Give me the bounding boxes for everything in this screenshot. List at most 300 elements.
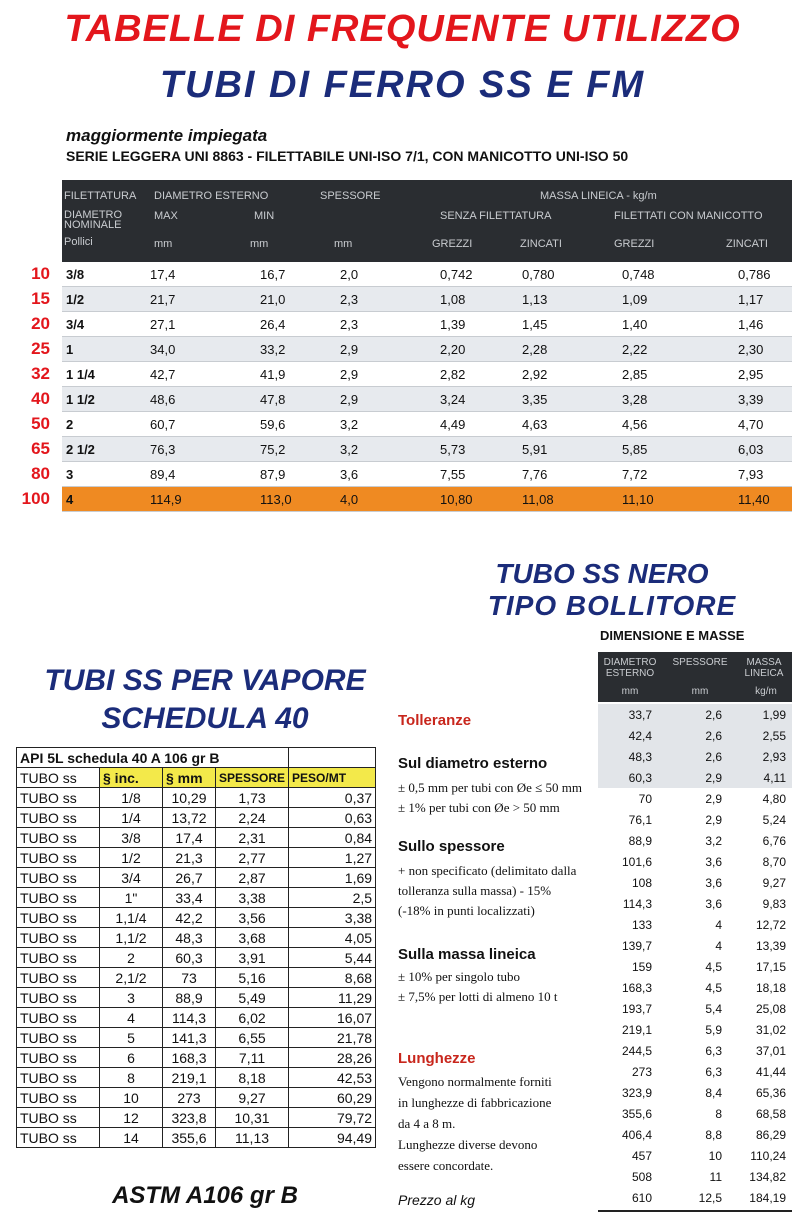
vapore-caption-blank xyxy=(289,748,376,768)
nero-row xyxy=(598,725,792,746)
nero-row xyxy=(598,1103,792,1124)
vapore-cell: 42,2 xyxy=(163,908,216,928)
vapore-cell: 1/2 xyxy=(100,848,163,868)
nero-subtitle: TIPO BOLLITORE xyxy=(487,590,737,621)
vapore-cell: 5,49 xyxy=(216,988,289,1008)
nero-row xyxy=(598,1187,792,1208)
vapore-cell: 2 xyxy=(100,948,163,968)
top-table-cell-sp: 3,6 xyxy=(340,467,359,482)
nero-cell: 2,9 xyxy=(705,813,722,827)
header-unit-mm: mm xyxy=(250,238,269,250)
top-table-cell-max: 89,4 xyxy=(150,467,176,482)
top-table-cell-fz: 7,93 xyxy=(738,467,764,482)
page-title: TABELLE DI FREQUENTE UTILIZZO xyxy=(64,8,741,50)
nominal-diameter: 80 xyxy=(31,464,50,483)
nero-cell: 134,82 xyxy=(749,1170,786,1184)
top-table-cell-max: 21,7 xyxy=(150,292,176,307)
nero-cell: 1,99 xyxy=(762,708,786,722)
header-unit-mm: mm xyxy=(334,238,353,250)
top-table-cell-max: 34,0 xyxy=(150,342,176,357)
vapore-cell: 3,38 xyxy=(216,888,289,908)
nero-cell: 101,6 xyxy=(621,855,652,869)
vapore-row xyxy=(17,988,376,1008)
nero-cell: 4,80 xyxy=(762,792,786,806)
vapore-cell: TUBO ss xyxy=(17,808,100,828)
nominal-diameter: 40 xyxy=(31,389,50,408)
vapore-cell: 21,3 xyxy=(163,848,216,868)
top-table-row xyxy=(31,462,792,487)
top-table-cell-sp: 2,3 xyxy=(340,292,359,307)
header-grezzi: GREZZI xyxy=(432,238,473,250)
top-table-cell-min: 47,8 xyxy=(260,392,286,407)
top-table-cell-min: 87,9 xyxy=(260,467,286,482)
vapore-cell: 2,77 xyxy=(216,848,289,868)
top-table-cell-sz: 5,91 xyxy=(522,442,548,457)
nero-cell: 6,76 xyxy=(762,834,786,848)
vapore-cell: 11,29 xyxy=(289,988,376,1008)
nero-row xyxy=(598,935,792,956)
nero-row xyxy=(598,872,792,893)
top-table-cell-sp: 2,9 xyxy=(340,367,359,382)
vapore-cell: 1/4 xyxy=(100,808,163,828)
top-table-cell-min: 16,7 xyxy=(260,267,286,282)
nero-row xyxy=(598,956,792,977)
vapore-cell: 219,1 xyxy=(163,1068,216,1088)
vapore-row xyxy=(17,1108,376,1128)
tolleranze-text: tolleranza sulla massa) - 15% xyxy=(398,883,552,898)
vapore-row xyxy=(17,1048,376,1068)
nero-cell: 108 xyxy=(631,876,652,890)
top-table-cell-sz: 1,13 xyxy=(522,292,548,307)
top-table-cell-sg: 3,24 xyxy=(440,392,466,407)
nero-cell: 31,02 xyxy=(755,1023,786,1037)
nero-cell: 8,8 xyxy=(705,1128,722,1142)
header-max: MAX xyxy=(154,210,178,222)
vapore-row xyxy=(17,948,376,968)
top-table-cell-sz: 2,92 xyxy=(522,367,548,382)
nero-cell: 37,01 xyxy=(755,1044,786,1058)
vapore-cell: 42,53 xyxy=(289,1068,376,1088)
top-table-row xyxy=(31,412,792,437)
top-table-row xyxy=(31,287,792,312)
vapore-cell: 1,27 xyxy=(289,848,376,868)
nero-cell: 184,19 xyxy=(749,1191,786,1205)
vapore-cell: 88,9 xyxy=(163,988,216,1008)
tolleranze-title: Tolleranze xyxy=(398,712,472,729)
top-table-cell-max: 60,7 xyxy=(150,417,176,432)
vapore-cell: 94,49 xyxy=(289,1128,376,1148)
nero-cell: 11 xyxy=(709,1170,722,1184)
nominal-diameter: 20 xyxy=(31,314,50,333)
vapore-cell: TUBO ss xyxy=(17,948,100,968)
nero-cell: 5,4 xyxy=(705,1002,722,1016)
top-table-cell-fz: 11,40 xyxy=(738,492,770,507)
nero-cell: 2,9 xyxy=(705,771,722,785)
vapore-title: TUBI SS PER VAPORE xyxy=(44,664,366,697)
nero-cell: 3,6 xyxy=(705,855,722,869)
nero-cell: 3,6 xyxy=(705,876,722,890)
page-subtitle: TUBI DI FERRO SS E FM xyxy=(159,64,646,106)
nero-cell: 2,6 xyxy=(705,729,722,743)
vapore-cell: 10,31 xyxy=(216,1108,289,1128)
header-diametro-esterno: DIAMETRO ESTERNO xyxy=(154,190,269,202)
top-table-cell-sp: 2,9 xyxy=(340,342,359,357)
top-table-cell-max: 48,6 xyxy=(150,392,176,407)
vapore-cell: 0,37 xyxy=(289,788,376,808)
top-table-cell-sp: 2,9 xyxy=(340,392,359,407)
nero-cell: 2,6 xyxy=(705,750,722,764)
vapore-cell: TUBO ss xyxy=(17,828,100,848)
nero-cell: 60,3 xyxy=(628,771,652,785)
vapore-cell: 3,38 xyxy=(289,908,376,928)
nero-cell: 610 xyxy=(631,1191,652,1205)
top-table-cell-fz: 4,70 xyxy=(738,417,764,432)
nero-header-diametro: DIAMETRO ESTERNO xyxy=(603,657,657,679)
top-table-cell-pol: 1/2 xyxy=(66,292,85,307)
nero-cell: 48,3 xyxy=(628,750,652,764)
vapore-cell: 3/4 xyxy=(100,868,163,888)
top-table-cell-pol: 1 1/2 xyxy=(66,392,95,407)
top-table-cell-sp: 2,3 xyxy=(340,317,359,332)
nero-cell: 65,36 xyxy=(755,1086,786,1100)
vapore-cell: TUBO ss xyxy=(17,848,100,868)
vapore-cell: 168,3 xyxy=(163,1048,216,1068)
top-table-cell-fg: 2,22 xyxy=(622,342,648,357)
top-table-cell-fz: 3,39 xyxy=(738,392,764,407)
nero-cell: 5,9 xyxy=(705,1023,722,1037)
top-table-cell-sg: 0,742 xyxy=(440,267,473,282)
nero-row xyxy=(598,893,792,914)
nero-cell: 114,3 xyxy=(622,897,652,911)
vapore-cell: 8,18 xyxy=(216,1068,289,1088)
top-table-cell-sg: 1,08 xyxy=(440,292,466,307)
header-min: MIN xyxy=(254,210,275,222)
top-table-cell-pol: 1 xyxy=(66,342,74,357)
header-spessore: SPESSORE xyxy=(320,190,381,202)
top-table-cell-sg: 7,55 xyxy=(440,467,466,482)
vapore-row xyxy=(17,908,376,928)
header-filettatura: FILETTATURA xyxy=(64,190,137,202)
top-table-row xyxy=(31,262,792,287)
vapore-cell: 21,78 xyxy=(289,1028,376,1048)
vapore-cell: 355,6 xyxy=(163,1128,216,1148)
prezzo-label: Prezzo al kg xyxy=(398,1192,476,1208)
nero-row xyxy=(598,914,792,935)
top-table-cell-max: 76,3 xyxy=(150,442,176,457)
vapore-cell: 17,4 xyxy=(163,828,216,848)
nero-row xyxy=(598,1040,792,1061)
vapore-cell: 323,8 xyxy=(163,1108,216,1128)
vapore-cell: 1,69 xyxy=(289,868,376,888)
lunghezze-text: essere concordate. xyxy=(398,1158,494,1173)
vapore-cell: 73 xyxy=(163,968,216,988)
nero-row xyxy=(598,767,792,788)
top-table-cell-max: 17,4 xyxy=(150,267,176,282)
vapore-cell: 3 xyxy=(100,988,163,1008)
header-diametro-nominale: DIAMETRO NOMINALE xyxy=(64,209,123,231)
vapore-cell: 79,72 xyxy=(289,1108,376,1128)
vapore-cell: 5,16 xyxy=(216,968,289,988)
vapore-cell: 1" xyxy=(100,888,163,908)
table-series: SERIE LEGGERA UNI 8863 - FILETTABILE UNI-ISO 7/1, CON MANICOTTO UNI-ISO 50 xyxy=(66,148,629,164)
top-table-cell-pol: 4 xyxy=(66,492,74,507)
vapore-cell: 3,91 xyxy=(216,948,289,968)
vapore-cell: 5,44 xyxy=(289,948,376,968)
vapore-cell: 3/8 xyxy=(100,828,163,848)
top-table-cell-sz: 11,08 xyxy=(522,492,554,507)
vapore-cell: 10 xyxy=(100,1088,163,1108)
nero-cell: 110,24 xyxy=(750,1149,786,1163)
nero-cell: 4,5 xyxy=(705,981,722,995)
vapore-cell: 1,73 xyxy=(216,788,289,808)
nero-cell: 2,6 xyxy=(705,708,722,722)
vapore-cell: 2,5 xyxy=(289,888,376,908)
header-unit-mm: mm xyxy=(154,238,173,250)
nero-row xyxy=(598,1019,792,1040)
nero-cell: 6,3 xyxy=(705,1065,722,1079)
nero-cell: 168,3 xyxy=(621,981,652,995)
vapore-header-row xyxy=(17,768,376,788)
header-zincati: ZINCATI xyxy=(520,238,562,250)
top-table-cell-max: 114,9 xyxy=(150,492,182,507)
vapore-cell: 12 xyxy=(100,1108,163,1128)
top-table-cell-fz: 1,17 xyxy=(738,292,764,307)
vapore-header-cell: PESO/MT xyxy=(289,768,376,788)
nero-cell: 244,5 xyxy=(621,1044,652,1058)
top-table-cell-min: 33,2 xyxy=(260,342,286,357)
top-table-cell-fg: 2,85 xyxy=(622,367,648,382)
table-subtitle: maggiormente impiegata xyxy=(66,126,268,145)
nero-row xyxy=(598,830,792,851)
vapore-cell: 6 xyxy=(100,1048,163,1068)
top-table-cell-min: 41,9 xyxy=(260,367,286,382)
vapore-cell: 1/8 xyxy=(100,788,163,808)
top-table-cell-fz: 0,786 xyxy=(738,267,771,282)
top-table-cell-pol: 2 1/2 xyxy=(66,442,95,457)
nero-cell: 17,15 xyxy=(755,960,786,974)
vapore-cell: 2,24 xyxy=(216,808,289,828)
nero-cell: 68,58 xyxy=(755,1107,786,1121)
top-table-cell-sg: 2,82 xyxy=(440,367,466,382)
nero-cell: 8,70 xyxy=(762,855,786,869)
vapore-cell: TUBO ss xyxy=(17,1088,100,1108)
top-table-cell-sg: 10,80 xyxy=(440,492,473,507)
nero-cell: 133 xyxy=(631,918,652,932)
nero-cell: 3,6 xyxy=(705,897,722,911)
nero-cell: 4 xyxy=(715,918,722,932)
top-table-cell-fz: 6,03 xyxy=(738,442,764,457)
nero-table-bottom-rule xyxy=(598,1210,792,1212)
top-table-row xyxy=(31,337,792,362)
header-senza: SENZA FILETTATURA xyxy=(440,210,552,222)
vapore-cell: TUBO ss xyxy=(17,1028,100,1048)
vapore-cell: 273 xyxy=(163,1088,216,1108)
vapore-cell: 8,68 xyxy=(289,968,376,988)
nero-cell: 2,55 xyxy=(762,729,786,743)
vapore-row xyxy=(17,1028,376,1048)
nero-row xyxy=(598,977,792,998)
vapore-row xyxy=(17,1068,376,1088)
tolleranze-heading: Sulla massa lineica xyxy=(398,946,536,963)
vapore-cell: TUBO ss xyxy=(17,1108,100,1128)
header-massa: MASSA LINEICA - kg/m xyxy=(540,190,657,202)
top-table-cell-sz: 1,45 xyxy=(522,317,548,332)
nero-title: TUBO SS NERO xyxy=(495,558,709,589)
top-table-cell-sz: 3,35 xyxy=(522,392,548,407)
tolleranze-text: + non specificato (delimitato dalla xyxy=(398,863,577,878)
top-table-row xyxy=(31,437,792,462)
nero-row xyxy=(598,1166,792,1187)
nero-row xyxy=(598,1082,792,1103)
vapore-cell: 4 xyxy=(100,1008,163,1028)
tolleranze-text: ± 1% per tubi con Øe > 50 mm xyxy=(398,800,560,815)
vapore-cell: 11,13 xyxy=(216,1128,289,1148)
vapore-cell: TUBO ss xyxy=(17,928,100,948)
nero-cell: 508 xyxy=(631,1170,652,1184)
vapore-cell: TUBO ss xyxy=(17,1008,100,1028)
vapore-row xyxy=(17,968,376,988)
vapore-cell: 60,29 xyxy=(289,1088,376,1108)
nero-cell: 76,1 xyxy=(628,813,652,827)
vapore-row xyxy=(17,1008,376,1028)
vapore-header-cell: § inc. xyxy=(100,768,163,788)
nero-row xyxy=(598,998,792,1019)
top-table-cell-min: 75,2 xyxy=(260,442,286,457)
nero-header-massa: MASSA LINEICA xyxy=(744,657,784,679)
nero-row xyxy=(598,788,792,809)
nero-row xyxy=(598,1145,792,1166)
tolleranze-text: ± 10% per singolo tubo xyxy=(398,969,520,984)
top-table-cell-sp: 3,2 xyxy=(340,417,359,432)
nero-cell: 12,72 xyxy=(755,918,786,932)
vapore-cell: 33,4 xyxy=(163,888,216,908)
vapore-footer: ASTM A106 gr B xyxy=(112,1182,298,1209)
top-table-row xyxy=(31,312,792,337)
vapore-cell: 6,02 xyxy=(216,1008,289,1028)
top-table-cell-fz: 2,95 xyxy=(738,367,764,382)
tolleranze-text: (-18% in punti localizzati) xyxy=(398,903,535,918)
top-table-cell-fz: 2,30 xyxy=(738,342,764,357)
header-filettati: FILETTATI CON MANICOTTO xyxy=(614,210,763,222)
top-table-body xyxy=(21,262,792,512)
vapore-cell: 0,84 xyxy=(289,828,376,848)
nero-row xyxy=(598,851,792,872)
vapore-cell: 1,1/2 xyxy=(100,928,163,948)
tolleranze-heading: Sullo spessore xyxy=(398,838,505,855)
top-table-cell-sg: 4,49 xyxy=(440,417,466,432)
vapore-cell: TUBO ss xyxy=(17,1048,100,1068)
top-table-row xyxy=(31,387,792,412)
vapore-row xyxy=(17,1088,376,1108)
nero-header-spessore: SPESSORE xyxy=(672,657,728,668)
vapore-row xyxy=(17,1128,376,1148)
nero-cell: 6,3 xyxy=(705,1044,722,1058)
nero-row xyxy=(598,1061,792,1082)
top-table-cell-sg: 5,73 xyxy=(440,442,466,457)
vapore-cell: 10,29 xyxy=(163,788,216,808)
top-table-cell-fg: 5,85 xyxy=(622,442,648,457)
vapore-cell: 6,55 xyxy=(216,1028,289,1048)
top-table-cell-sp: 3,2 xyxy=(340,442,359,457)
vapore-cell: 114,3 xyxy=(163,1008,216,1028)
top-table-cell-fg: 3,28 xyxy=(622,392,648,407)
nero-row xyxy=(598,1124,792,1145)
vapore-cell: 13,72 xyxy=(163,808,216,828)
tolleranze-text: ± 0,5 mm per tubi con Øe ≤ 50 mm xyxy=(398,780,582,795)
nero-table-header xyxy=(598,652,792,702)
vapore-cell: TUBO ss xyxy=(17,888,100,908)
nero-cell: 4,5 xyxy=(705,960,722,974)
vapore-cell: TUBO ss xyxy=(17,868,100,888)
nero-cell: 139,7 xyxy=(621,939,652,953)
top-table-row xyxy=(31,362,792,387)
top-table-cell-min: 26,4 xyxy=(260,317,286,332)
nero-cell: 9,83 xyxy=(762,897,786,911)
nominal-diameter: 15 xyxy=(31,289,50,308)
vapore-cell: TUBO ss xyxy=(17,968,100,988)
vapore-cell: 2,87 xyxy=(216,868,289,888)
nero-cell: 12,5 xyxy=(698,1191,722,1205)
vapore-table xyxy=(16,747,376,1148)
top-table-cell-sg: 1,39 xyxy=(440,317,466,332)
tolleranze-heading: Sul diametro esterno xyxy=(398,755,548,772)
vapore-subtitle: SCHEDULA 40 xyxy=(101,702,309,735)
top-table-cell-sg: 2,20 xyxy=(440,342,466,357)
top-table-cell-pol: 1 1/4 xyxy=(66,367,95,382)
vapore-cell: 2,1/2 xyxy=(100,968,163,988)
nero-row xyxy=(598,704,792,725)
nero-cell: 33,7 xyxy=(628,708,652,722)
lunghezze-text: Lunghezze diverse devono xyxy=(398,1137,538,1152)
vapore-header-cell: § mm xyxy=(163,768,216,788)
nero-cell: 2,93 xyxy=(762,750,786,764)
vapore-row xyxy=(17,808,376,828)
top-table-cell-sz: 7,76 xyxy=(522,467,548,482)
nero-cell: 323,9 xyxy=(621,1086,652,1100)
top-table-cell-sp: 4,0 xyxy=(340,492,359,507)
vapore-cell: 3,68 xyxy=(216,928,289,948)
vapore-header-cell: SPESSORE xyxy=(216,768,289,788)
nero-cell: 13,39 xyxy=(755,939,786,953)
top-table-cell-sz: 2,28 xyxy=(522,342,548,357)
vapore-cell: TUBO ss xyxy=(17,988,100,1008)
lunghezze-text: in lunghezze di fabbricazione xyxy=(398,1095,552,1110)
top-table-cell-sp: 2,0 xyxy=(340,267,359,282)
vapore-cell: TUBO ss xyxy=(17,1128,100,1148)
nero-cell: 219,1 xyxy=(621,1023,652,1037)
top-table-cell-fg: 11,10 xyxy=(622,492,654,507)
vapore-cell: 16,07 xyxy=(289,1008,376,1028)
vapore-cell: TUBO ss xyxy=(17,908,100,928)
nero-cell: 355,6 xyxy=(621,1107,652,1121)
top-table-cell-pol: 2 xyxy=(66,417,74,432)
vapore-cell: 4,05 xyxy=(289,928,376,948)
vapore-header-cell: TUBO ss xyxy=(17,768,100,788)
vapore-cell: 141,3 xyxy=(163,1028,216,1048)
nero-row xyxy=(598,809,792,830)
vapore-row xyxy=(17,828,376,848)
vapore-cell: TUBO ss xyxy=(17,788,100,808)
nero-cell: 88,9 xyxy=(628,834,652,848)
vapore-cell: TUBO ss xyxy=(17,1068,100,1088)
vapore-cell: 3,56 xyxy=(216,908,289,928)
vapore-cell: 7,11 xyxy=(216,1048,289,1068)
header-zincati: ZINCATI xyxy=(726,238,768,250)
vapore-row xyxy=(17,888,376,908)
top-table-cell-fg: 1,40 xyxy=(622,317,648,332)
vapore-row xyxy=(17,868,376,888)
top-table-cell-sz: 0,780 xyxy=(522,267,555,282)
